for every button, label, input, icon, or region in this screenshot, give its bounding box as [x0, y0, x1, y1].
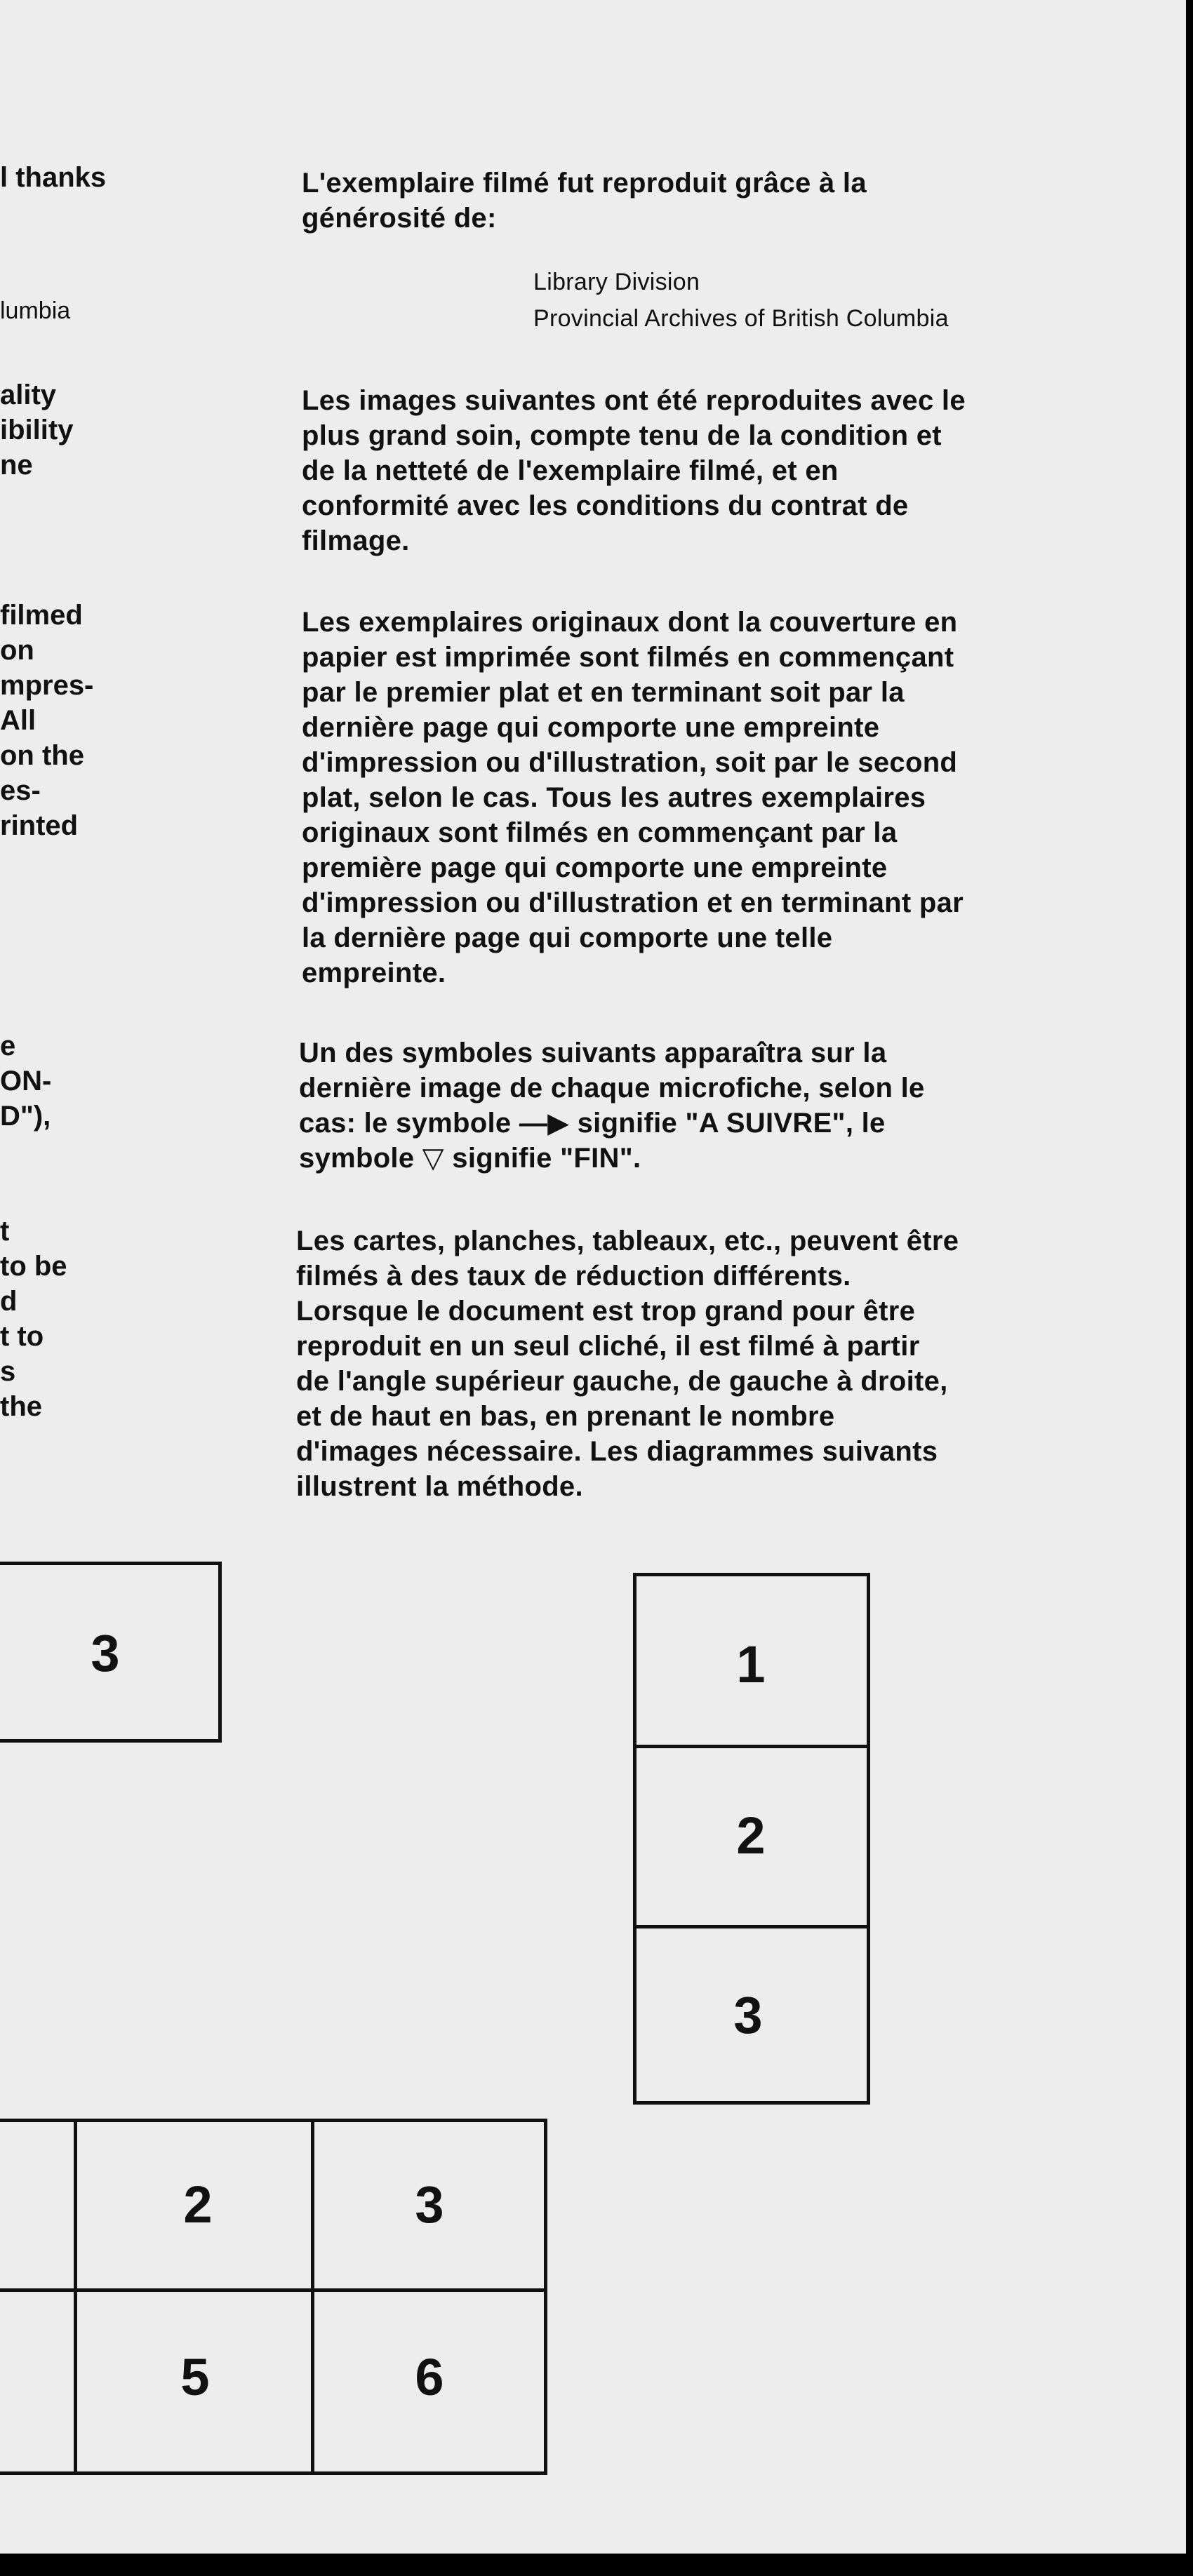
left-fragment-lumbia: lumbia: [0, 297, 71, 324]
intro-line-1: L'exemplaire filmé fut reproduit grâce à la: [302, 168, 867, 199]
paragraph-line: et de haut en bas, en prenant le nombre: [296, 1401, 835, 1432]
paragraph-line: première page qui comporte une empreinte: [302, 852, 888, 883]
paragraph-line: dernière image de chaque microfiche, selon le: [299, 1073, 925, 1103]
left-fragment-line: All: [0, 705, 36, 736]
paragraph-line: symbole ▽ signifie "FIN".: [299, 1143, 641, 1174]
paragraph-line: plus grand soin, compte tenu de la condition et: [302, 420, 942, 451]
intro-text: [302, 166, 867, 236]
diagram-vertical-label-3: 3: [733, 1986, 763, 2044]
paragraph-line: Les cartes, planches, tableaux, etc., peuvent être: [296, 1226, 959, 1256]
left-fragment-line: d: [0, 1286, 18, 1317]
diagram-grid-frame: [0, 2119, 547, 2475]
paragraph-line: la dernière page qui comporte une telle: [302, 923, 833, 953]
paragraph-line: dernière page qui comporte une empreinte: [302, 712, 880, 743]
library-credit: [533, 264, 949, 337]
left-fragment-line: t: [0, 1216, 10, 1247]
paragraph-line: filmage.: [302, 525, 410, 556]
diagram-vertical-label-1: 1: [736, 1635, 766, 1693]
paragraph-line: originaux sont filmés en commençant par la: [302, 817, 898, 848]
credit-line-2: Provincial Archives of British Columbia: [533, 305, 949, 332]
diagram-vertical-label-2: 2: [736, 1806, 766, 1865]
left-fragment-line: D"),: [0, 1101, 51, 1132]
diagram-grid-label-5: 5: [180, 2348, 210, 2406]
paragraph-line: de l'angle supérieur gauche, de gauche à droite,: [296, 1366, 948, 1397]
paragraph-maps-plates: [296, 1223, 959, 1504]
diagram-vertical-divider-1: [633, 1745, 870, 1748]
left-fragment-block4: [0, 1214, 67, 1424]
diagram-grid-label-3: 3: [415, 2175, 444, 2234]
left-fragment-line: rinted: [0, 810, 79, 841]
left-fragment-line: to be: [0, 1251, 67, 1282]
paragraph-line: cas: le symbole —▶ signifie "A SUIVRE", le: [299, 1108, 886, 1139]
credit-line-1: Library Division: [533, 269, 700, 295]
left-fragment-line: ON-: [0, 1066, 52, 1096]
left-fragment-block1: [0, 377, 73, 483]
paragraph-line: par le premier plat et en terminant soit par la: [302, 677, 905, 708]
left-fragment-thanks: l thanks: [0, 162, 107, 193]
left-fragment-line: mpres-: [0, 670, 94, 701]
paragraph-image-quality: [302, 383, 966, 558]
left-fragment-block2: [0, 598, 93, 843]
paragraph-line: papier est imprimée sont filmés en commençant: [302, 642, 954, 673]
paragraph-line: de la netteté de l'exemplaire filmé, et en: [302, 455, 839, 486]
diagram-vertical-divider-2: [633, 1925, 870, 1928]
left-fragment-line: ibility: [0, 415, 74, 445]
paragraph-line: Les images suivantes ont été reproduites avec le: [302, 385, 966, 416]
intro-line-2: générosité de:: [302, 203, 497, 234]
diagram-grid-col-divider-2: [311, 2119, 314, 2475]
paragraph-line: filmés à des taux de réduction différents.: [296, 1261, 851, 1292]
paragraph-line: illustrent la méthode.: [296, 1471, 583, 1502]
left-fragment-line: s: [0, 1356, 16, 1387]
paragraph-symbols: [299, 1035, 925, 1176]
paragraph-line: Un des symboles suivants apparaîtra sur la: [299, 1038, 887, 1068]
diagram-grid-label-2: 2: [183, 2175, 213, 2234]
right-edge-border: [1186, 0, 1193, 2576]
left-fragment-line: es-: [0, 775, 41, 806]
paragraph-line: Les exemplaires originaux dont la couverture en: [302, 607, 958, 638]
paragraph-original-copies: [302, 605, 964, 991]
diagram-grid-label-6: 6: [415, 2348, 444, 2406]
left-fragment-line: on: [0, 635, 34, 666]
left-fragment-block3: [0, 1028, 51, 1134]
left-fragment-line: the: [0, 1391, 42, 1422]
left-fragment-line: ality: [0, 380, 57, 410]
bottom-edge-border: [0, 2554, 1193, 2576]
paragraph-line: d'impression ou d'illustration et en terminant par: [302, 887, 964, 918]
left-fragment-line: on the: [0, 740, 84, 771]
diagram-row-label: 3: [91, 1624, 120, 1682]
left-fragment-line: t to: [0, 1321, 44, 1352]
paragraph-line: Lorsque le document est trop grand pour être: [296, 1296, 916, 1327]
left-fragment-line: e: [0, 1031, 16, 1061]
paragraph-line: d'images nécessaire. Les diagrammes suivants: [296, 1436, 938, 1467]
left-fragment-line: ne: [0, 450, 33, 481]
paragraph-line: reproduit en un seul cliché, il est filmé à partir: [296, 1331, 920, 1362]
paragraph-line: d'impression ou d'illustration, soit par le second: [302, 747, 958, 778]
left-fragment-line: filmed: [0, 600, 83, 631]
paragraph-line: conformité avec les conditions du contrat de: [302, 490, 909, 521]
paragraph-line: empreinte.: [302, 958, 446, 988]
paragraph-line: plat, selon le cas. Tous les autres exemplaires: [302, 782, 926, 813]
diagram-grid-row-divider: [0, 2288, 547, 2292]
diagram-grid-col-divider-1: [74, 2119, 77, 2475]
